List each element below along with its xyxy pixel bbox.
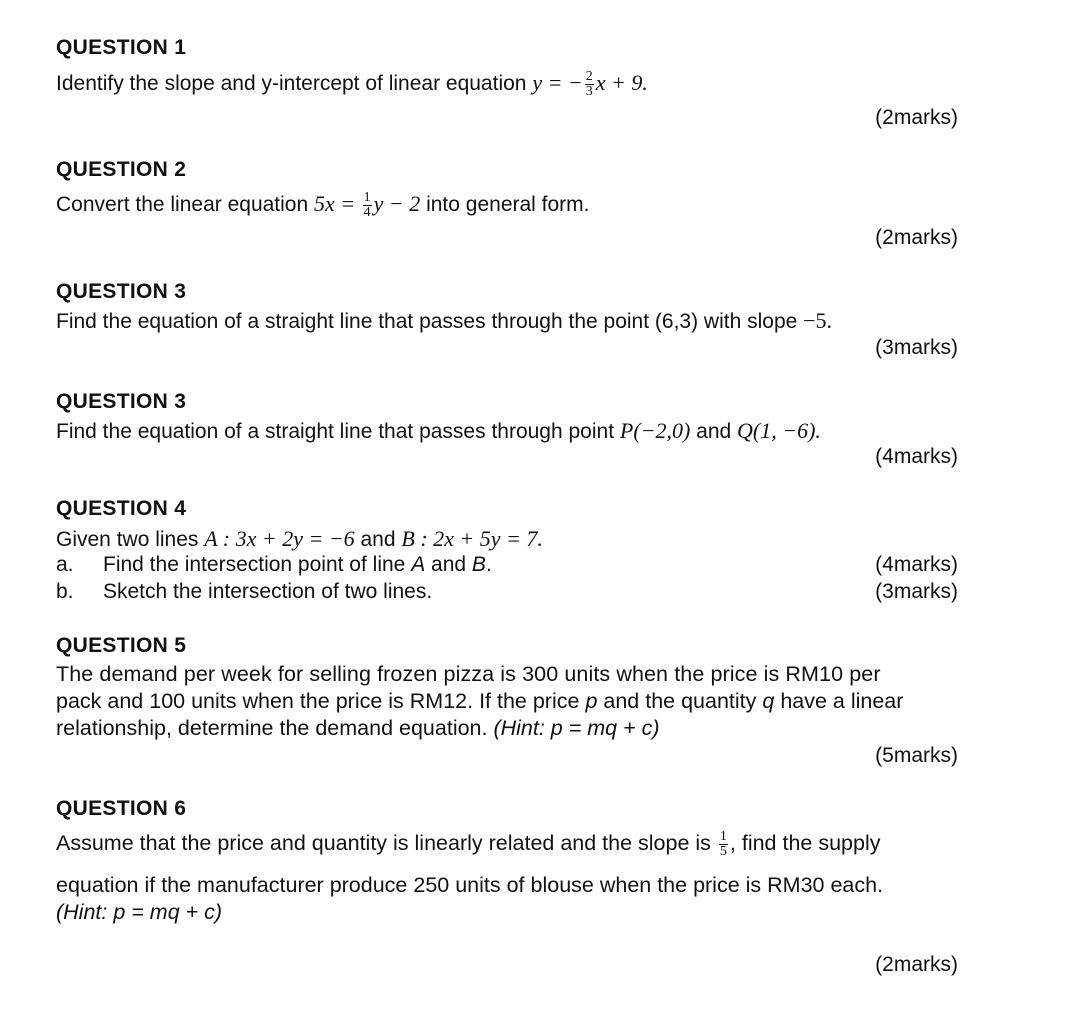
question-2-equation-rhs: y − 2 bbox=[373, 191, 421, 217]
question-2-fraction-denominator: 4 bbox=[363, 205, 371, 220]
question-1-equation-rhs: x + 9. bbox=[595, 70, 648, 96]
question-1-title: QUESTION 1 bbox=[56, 36, 187, 59]
question-4-line-b: B : 2x + 5y = 7. bbox=[401, 526, 543, 551]
question-3b-text bbox=[56, 418, 821, 444]
question-6-line-2: equation if the manufacturer produce 250 units of blouse when the price is RM30 each. bbox=[56, 873, 884, 897]
question-5-line-2: pack and 100 units when the price is RM12. If the price p and the quantity q have a linear bbox=[56, 689, 904, 713]
question-4-part-a-marks: (4marks) bbox=[875, 553, 958, 576]
question-1-text bbox=[56, 70, 648, 99]
question-3b-prompt: Find the equation of a straight line that passes through point bbox=[56, 420, 620, 443]
question-2-marks: (2marks) bbox=[875, 226, 958, 249]
question-3b-title: QUESTION 3 bbox=[56, 390, 187, 413]
question-2-title: QUESTION 2 bbox=[56, 158, 187, 181]
question-1-fraction-denominator: 3 bbox=[585, 84, 593, 99]
question-6-fraction-numerator: 1 bbox=[719, 829, 727, 844]
question-5-hint: (Hint: p = mq + c) bbox=[493, 716, 660, 740]
question-2-prompt-end: into general form. bbox=[420, 193, 590, 217]
question-4-part-b-letter: b. bbox=[56, 580, 74, 603]
question-4-part-b bbox=[0, 580, 1080, 606]
question-6-marks: (2marks) bbox=[875, 953, 958, 976]
question-3b-point-q: Q(1, −6). bbox=[737, 418, 821, 443]
question-5-line-3: relationship, determine the demand equation. (Hint: p = mq + c) bbox=[56, 716, 660, 740]
question-3b-conjunction: and bbox=[690, 420, 738, 443]
question-4-title: QUESTION 4 bbox=[56, 497, 187, 520]
question-2-equation-lhs: 5x = bbox=[314, 191, 361, 217]
question-4-prompt: Given two lines bbox=[56, 528, 205, 551]
question-3a-title: QUESTION 3 bbox=[56, 280, 187, 303]
question-6-line-1: Assume that the price and quantity is linearly related and the slope is $\frac{1}{5}$ , find the supply bbox=[56, 829, 881, 859]
question-6-hint: (Hint: p = mq + c) bbox=[56, 900, 223, 924]
question-6-title: QUESTION 6 bbox=[56, 797, 187, 820]
question-1-fraction bbox=[585, 70, 594, 99]
question-6-fraction bbox=[719, 830, 728, 859]
question-4-part-a-text: Find the intersection point of line A and B. bbox=[103, 553, 492, 576]
question-5-marks: (5marks) bbox=[875, 744, 958, 767]
question-2-text bbox=[56, 191, 590, 220]
question-1-prompt: Identify the slope and y-intercept of linear equation bbox=[56, 72, 533, 96]
question-5-var-q: q bbox=[762, 689, 775, 713]
question-2-fraction-numerator: 1 bbox=[363, 190, 371, 205]
question-4-conjunction: and bbox=[354, 528, 402, 551]
question-4-part-a-letter: a. bbox=[56, 553, 74, 576]
question-3a-prompt: Find the equation of a straight line that passes through the point (6,3) with slope bbox=[56, 310, 804, 333]
question-5-line-1: The demand per week for selling frozen pizza is 300 units when the price is RM10 per bbox=[56, 662, 881, 686]
question-1-equation-lhs: y = − bbox=[532, 70, 583, 96]
question-1-marks: (2marks) bbox=[875, 106, 958, 129]
question-1-fraction-numerator: 2 bbox=[585, 69, 593, 84]
question-4-part-b-marks: (3marks) bbox=[875, 580, 958, 603]
question-4-text bbox=[56, 526, 543, 552]
question-4-part-a bbox=[0, 553, 1080, 579]
question-6-fraction-denominator: 5 bbox=[719, 844, 727, 859]
question-5-var-p: p bbox=[585, 689, 598, 713]
question-3a-text bbox=[56, 308, 832, 334]
question-3a-slope: −5. bbox=[803, 308, 833, 333]
question-2-prompt: Convert the linear equation bbox=[56, 193, 314, 217]
question-3b-marks: (4marks) bbox=[875, 445, 958, 468]
question-5-title: QUESTION 5 bbox=[56, 634, 187, 657]
question-3a-marks: (3marks) bbox=[875, 336, 958, 359]
question-2-fraction bbox=[363, 191, 372, 220]
question-4-line-a: A : 3x + 2y = −6 bbox=[204, 526, 355, 551]
question-4-part-b-text: Sketch the intersection of two lines. bbox=[103, 580, 433, 603]
question-3b-point-p: P(−2,0) bbox=[619, 418, 691, 443]
